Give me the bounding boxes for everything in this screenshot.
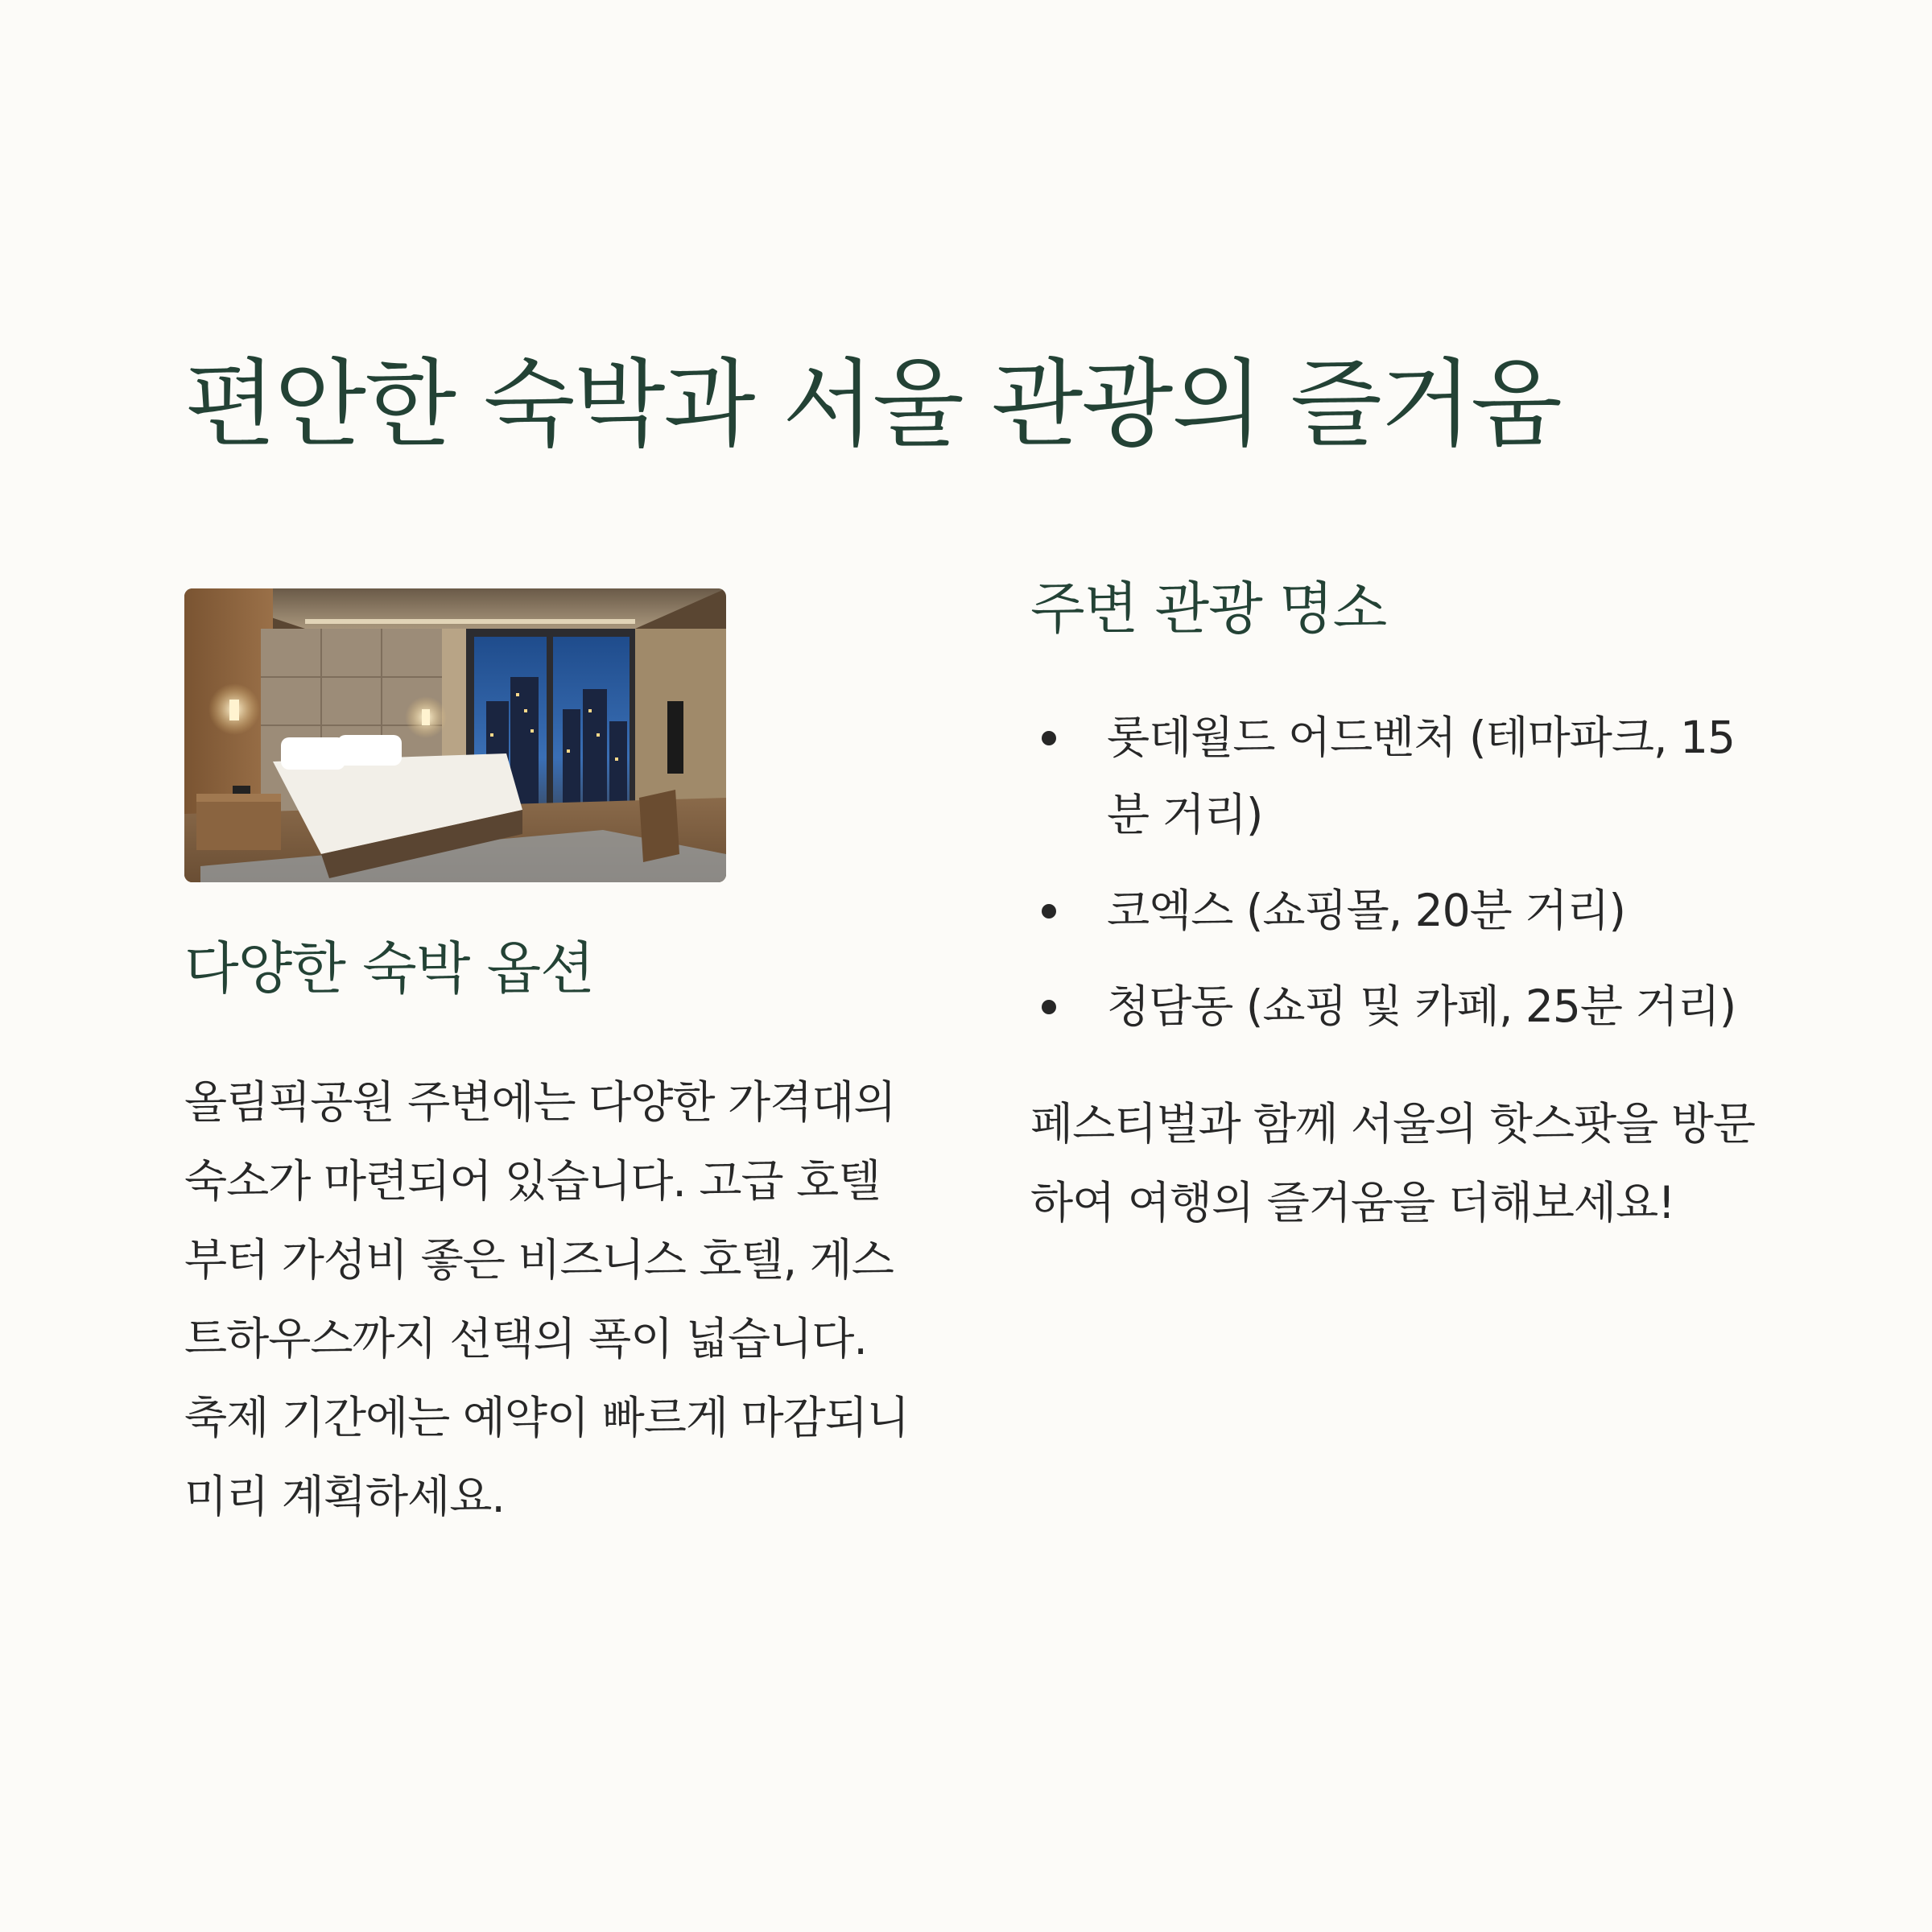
list-item-text: 코엑스 (쇼핑몰, 20분 거리): [1107, 885, 1626, 936]
list-item: [1030, 699, 1755, 853]
lodging-body: 올림픽공원 주변에는 다양한 가격대의 숙소가 마련되어 있습니다. 고급 호텔부터 가성비 좋은 비즈니스 호텔, 게스트하우스까지 선택의 폭이 넓습니다. 축제 기간에는 예약이 빠르게 마감되니 미리 계획하세요.: [184, 1076, 910, 1522]
attractions-list: [1030, 699, 1755, 1045]
bullet-icon: [1042, 731, 1056, 745]
list-item: [1030, 968, 1755, 1045]
attractions-closing: 페스티벌과 함께 서울의 핫스팟을 방문하여 여행의 즐거움을 더해보세요!: [1030, 1098, 1756, 1228]
list-item: [1030, 872, 1755, 949]
page-title: 편안한 숙박과 서울 관광의 즐거움: [184, 349, 1561, 460]
list-item-text: 롯데월드 어드벤처 (테마파크, 15분 거리): [1107, 712, 1735, 840]
bullet-icon: [1042, 904, 1056, 919]
attractions-section: [1030, 572, 1755, 1242]
lodging-heading: 다양한 숙박 옵션: [184, 935, 594, 1001]
attractions-heading: 주변 관광 명소: [1030, 576, 1387, 642]
lodging-section: [184, 588, 909, 1536]
hotel-room-photo: [184, 588, 726, 882]
bullet-icon: [1042, 1000, 1056, 1014]
list-item-text: 청담동 (쇼핑 및 카페, 25분 거리): [1107, 980, 1736, 1032]
